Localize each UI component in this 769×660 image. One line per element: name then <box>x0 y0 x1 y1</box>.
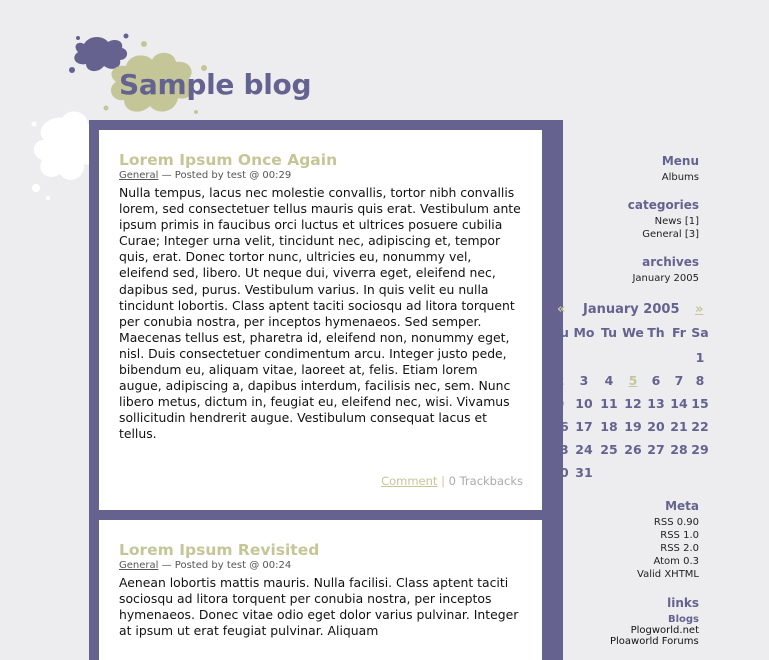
footer-separator: | <box>441 474 445 488</box>
meta-rss-10[interactable]: RSS 1.0 <box>660 530 699 541</box>
calendar-day: 3 <box>579 373 589 388</box>
calendar-month-label: January 2005 <box>583 302 680 317</box>
post-body: Nulla tempus, lacus nec molestie convallis, tortor nibh convallis lorem, sed consectetuer tellus mauris quis erat. Vestibulum ante ipsum primis in faucibus orci luctus et ultrices posuere cubilia Curae; Integer urna velit, tincidunt nec, adipiscing et, tempor quis, erat. Donec tortor nunc, ultricies eu, nonummy vel, eleifend sed, libero. Ut neque dui, viverra eget, eleifend nec, dapibus sed, purus. Vestibulum varius. In quis velit eu nulla tincidunt lobortis. Class aptent taciti sociosqu ad litora torquent per conubia nostra, per inceptos hymenaeos. Sed semper. Maecenas tellus est, pharetra id, eleifend non, nonummy eget, nisl. Duis consectetuer condimentum arcu. Integer justo pede, bibendum eu, aliquam vitae, laoreet at, felis. Etiam lorem augue, adipiscing a, dapibus interdum, facilisis nec, sem. Nunc libero metus, dictum in, feugiat eu, eleifend nec, wisi. Vivamus sollicitudin hendrerit augue. Vestibulum consequat lacus et tellus. <box>119 185 521 442</box>
calendar-weekday: Mo <box>573 325 595 340</box>
calendar-weekday: Sa <box>691 325 709 340</box>
link-plogworld-forums[interactable]: Ploaworld Forums <box>610 636 699 647</box>
calendar-prev-button[interactable]: « <box>557 302 566 317</box>
calendar-next-button[interactable]: » <box>695 302 704 317</box>
meta-heading: Meta <box>665 499 699 513</box>
post-2 <box>99 520 542 660</box>
meta-rss-090[interactable]: RSS 0.90 <box>653 517 699 528</box>
meta-rss-20[interactable]: RSS 2.0 <box>660 543 699 554</box>
calendar-day: 19 <box>624 419 642 434</box>
calendar-day-link[interactable]: 5 <box>628 373 638 388</box>
calendar-day: 7 <box>674 373 684 388</box>
sidebar <box>499 0 699 643</box>
calendar-weekday: Th <box>647 325 665 340</box>
meta-atom-03[interactable]: Atom 0.3 <box>653 556 699 567</box>
calendar-day: 16 <box>551 419 569 434</box>
post-byline: — Posted by test @ 00:29 <box>158 170 292 181</box>
content-frame <box>89 120 566 660</box>
post-category-link[interactable]: General <box>119 170 159 181</box>
category-general[interactable]: General [3] <box>642 229 699 240</box>
categories-heading: categories <box>627 198 699 212</box>
post-1 <box>99 130 542 510</box>
trackbacks-link[interactable]: 0 Trackbacks <box>448 474 523 488</box>
calendar-day: 4 <box>604 373 614 388</box>
calendar-day: 21 <box>670 419 688 434</box>
calendar-day: 28 <box>670 442 688 457</box>
calendar-day: 11 <box>600 396 618 411</box>
calendar-day: 20 <box>647 419 665 434</box>
post-title[interactable]: Lorem Ipsum Revisited <box>119 541 320 559</box>
post-meta <box>119 170 522 182</box>
calendar-weekday: We <box>622 325 644 340</box>
calendar-day: 1 <box>695 350 705 365</box>
link-plogworld[interactable]: Plogworld.net <box>630 625 699 636</box>
post-title[interactable]: Lorem Ipsum Once Again <box>119 151 338 169</box>
calendar-weekday: Tu <box>600 325 618 340</box>
calendar-day: 10 <box>575 396 593 411</box>
blog-title[interactable]: Sample blog <box>119 68 312 101</box>
calendar-day: 12 <box>624 396 642 411</box>
post-byline: — Posted by test @ 00:24 <box>158 560 292 571</box>
calendar-day: 6 <box>651 373 661 388</box>
calendar-day: 24 <box>575 442 593 457</box>
calendar-day: 14 <box>670 396 688 411</box>
calendar-day: 26 <box>624 442 642 457</box>
calendar-day: 23 <box>551 442 569 457</box>
calendar-day: 9 <box>555 396 565 411</box>
meta-valid-xhtml[interactable]: Valid XHTML <box>637 569 699 580</box>
comment-link[interactable]: Comment <box>381 474 438 488</box>
menu-heading: Menu <box>661 154 699 168</box>
calendar-day: 30 <box>551 465 569 480</box>
calendar-day: 29 <box>691 442 709 457</box>
post-category-link[interactable]: General <box>119 560 159 571</box>
calendar-weekday: Fr <box>672 325 686 340</box>
links-heading: links <box>667 596 699 610</box>
post-meta <box>119 560 522 572</box>
menu-item-albums[interactable]: Albums <box>661 172 699 183</box>
links-group-blogs[interactable]: Blogs <box>667 614 699 625</box>
calendar-day: 31 <box>575 465 593 480</box>
calendar-day: 13 <box>647 396 665 411</box>
archive-january-2005[interactable]: January 2005 <box>632 273 699 284</box>
calendar-day: 27 <box>647 442 665 457</box>
archives-heading: archives <box>642 255 699 269</box>
calendar-day: 22 <box>691 419 709 434</box>
calendar-day: 18 <box>600 419 618 434</box>
calendar-weekday: Su <box>551 325 569 340</box>
post-body: Aenean lobortis mattis mauris. Nulla facilisi. Class aptent taciti sociosqu ad litora torquent per conubia nostra, per inceptos hymenaeos. Donec vitae odio eget dolor varius pulvinar. Integer at ipsum ut erat feugiat pulvinar. Aliquam <box>119 575 519 639</box>
calendar-day: 17 <box>575 419 593 434</box>
calendar-day: 25 <box>600 442 618 457</box>
calendar-day: 2 <box>555 373 565 388</box>
category-news[interactable]: News [1] <box>654 216 699 227</box>
calendar-day: 15 <box>691 396 709 411</box>
calendar-day: 8 <box>695 373 705 388</box>
